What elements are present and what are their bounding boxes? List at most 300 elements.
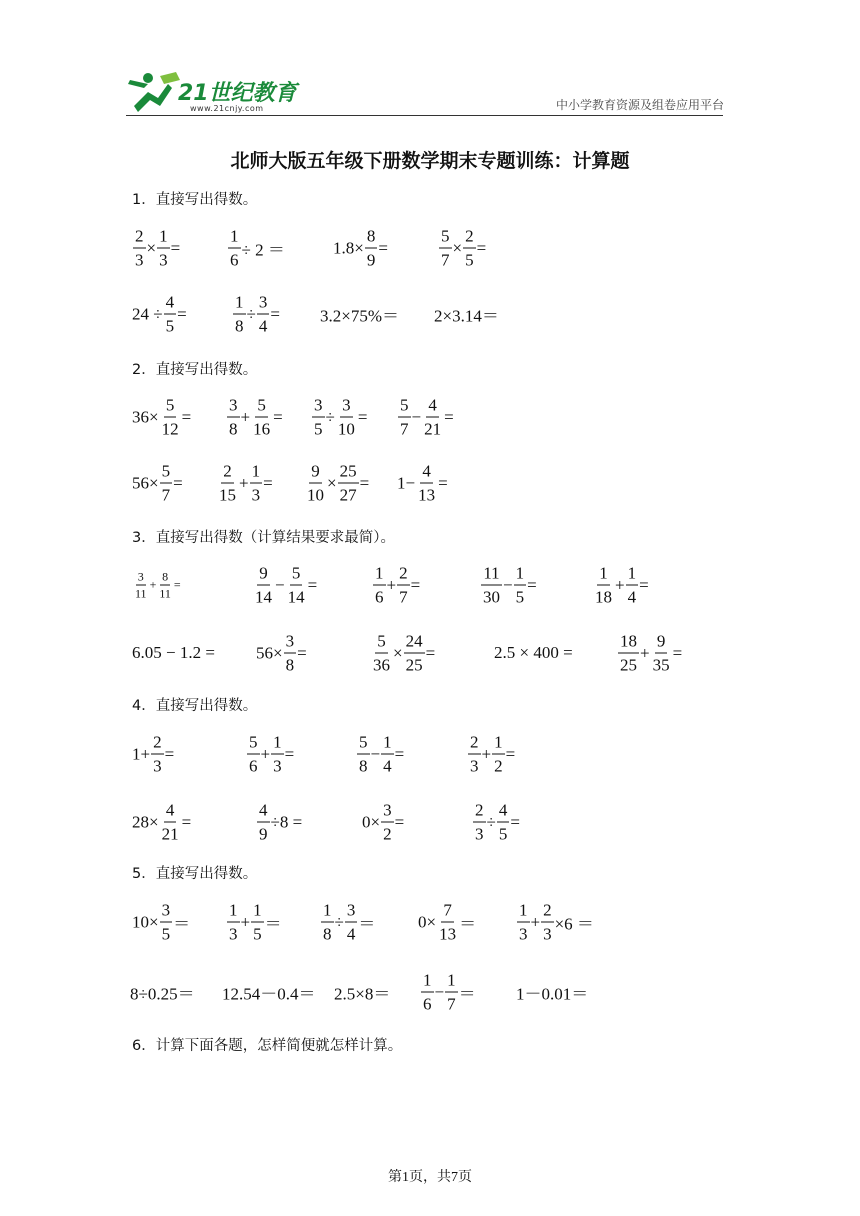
expression-text: =	[444, 407, 454, 426]
fraction	[371, 633, 392, 674]
numerator: 2	[541, 902, 554, 923]
expression-text: +	[481, 744, 492, 763]
expression-text: +	[386, 575, 397, 594]
fraction	[227, 397, 240, 438]
expression-text: 28×	[132, 812, 159, 831]
fraction	[338, 463, 359, 504]
expression-text: =	[505, 744, 516, 763]
denominator: 5	[498, 824, 508, 844]
expression-text: 2×3.14＝	[434, 306, 499, 326]
math-expression	[227, 228, 285, 269]
fraction	[133, 228, 146, 269]
denominator: 12	[161, 419, 179, 439]
denominator: 9	[366, 250, 376, 270]
denominator: 5	[314, 419, 323, 439]
numerator: 5	[255, 397, 268, 418]
numerator: 5	[357, 734, 370, 755]
expression-text: 6.05 − 1.2 =	[132, 643, 215, 662]
math-expression	[226, 397, 283, 438]
expression-text: =	[273, 407, 283, 426]
expression-text: =	[297, 643, 307, 662]
denominator: 5	[465, 250, 474, 270]
fraction	[284, 633, 297, 674]
numerator: 5	[290, 565, 303, 586]
fraction	[345, 902, 358, 943]
expression-text: =	[181, 812, 192, 831]
denominator: 6	[249, 756, 258, 776]
expression-text: +	[615, 575, 625, 594]
expression-text: −	[370, 744, 381, 763]
expression-text: =	[672, 643, 683, 662]
numerator: 8	[162, 569, 169, 584]
math-expression	[246, 734, 294, 775]
denominator: 3	[519, 924, 528, 944]
fraction	[381, 734, 394, 775]
numerator: 18	[618, 633, 639, 654]
fraction	[271, 734, 284, 775]
denominator: 7	[399, 587, 408, 607]
math-expression	[480, 565, 537, 606]
fraction	[305, 463, 326, 504]
fraction	[422, 397, 443, 438]
denominator: 11	[159, 586, 171, 601]
numerator: 2	[221, 463, 234, 484]
expression-text: ×	[393, 643, 403, 662]
numerator: 1	[626, 565, 639, 586]
math-expression	[370, 633, 435, 674]
denominator: 35	[652, 655, 670, 675]
math-expression	[320, 302, 399, 327]
numerator: 4	[497, 802, 510, 823]
denominator: 21	[424, 419, 442, 439]
denominator: 4	[627, 587, 637, 607]
expression-text: =	[378, 238, 388, 257]
expression-text: ＝	[459, 914, 477, 934]
fraction	[651, 633, 672, 674]
expression-text: =	[181, 407, 192, 426]
numerator: 4	[164, 802, 177, 823]
numerator: 11	[481, 565, 501, 586]
fraction	[253, 565, 274, 606]
math-expression	[132, 397, 191, 438]
header-divider	[126, 115, 723, 116]
fraction	[257, 802, 270, 843]
denominator: 16	[253, 419, 271, 439]
expression-text: 56×	[256, 643, 283, 662]
numerator: 2	[473, 802, 486, 823]
fraction	[463, 228, 476, 269]
numerator: 3	[381, 802, 394, 823]
expression-text: 1.8×	[333, 238, 364, 257]
fraction	[397, 565, 410, 606]
expression-text: =	[357, 407, 368, 426]
fraction	[160, 902, 173, 943]
math-expression	[472, 802, 520, 843]
expression-text: =	[394, 744, 405, 763]
denominator: 10	[337, 419, 355, 439]
math-expression	[311, 397, 367, 438]
fraction	[481, 565, 502, 606]
numerator: 3	[345, 902, 358, 923]
numerator: 1	[514, 565, 527, 586]
denominator: 5	[515, 587, 525, 607]
expression-text: +	[260, 744, 271, 763]
fraction	[157, 228, 170, 269]
expression-text: =	[359, 473, 370, 492]
expression-text: ×	[146, 238, 157, 257]
section-heading: 3．直接写出得数（计算结果要求最简）。	[132, 530, 395, 546]
fraction	[233, 294, 246, 335]
denominator: 8	[285, 655, 295, 675]
numerator: 3	[160, 902, 173, 923]
numerator: 3	[340, 397, 353, 418]
fraction	[157, 571, 173, 600]
numerator: 7	[441, 902, 454, 923]
fraction	[416, 463, 437, 504]
expression-text: =	[270, 304, 280, 323]
expression-text: =	[173, 577, 181, 592]
denominator: 36	[373, 655, 390, 675]
fraction	[164, 294, 177, 335]
expression-text: ＝	[458, 984, 476, 1004]
math-expression	[362, 802, 404, 843]
denominator: 6	[375, 587, 384, 607]
expression-text: 1－0.01＝	[516, 984, 589, 1004]
fraction	[492, 734, 505, 775]
fraction	[404, 633, 425, 674]
numerator: 9	[655, 633, 668, 654]
expression-text: ×	[452, 238, 463, 257]
expression-text: ×6 ＝	[554, 914, 594, 934]
expression-text: ÷	[334, 912, 344, 931]
fraction	[468, 734, 481, 775]
denominator: 6	[423, 994, 432, 1014]
numerator: 1	[517, 902, 530, 923]
numerator: 1	[381, 734, 394, 755]
expression-text: =	[476, 238, 487, 257]
numerator: 8	[365, 228, 378, 249]
section-heading: 2．直接写出得数。	[132, 362, 258, 378]
denominator: 13	[418, 485, 436, 505]
numerator: 1	[157, 228, 170, 249]
numerator: 5	[164, 397, 177, 418]
expression-text: 0×	[418, 912, 437, 931]
fraction	[251, 397, 272, 438]
fraction	[541, 902, 554, 943]
numerator: 3	[227, 397, 240, 418]
expression-text: 0×	[362, 812, 381, 831]
fraction	[517, 902, 530, 943]
section-heading: 5．直接写出得数。	[132, 866, 258, 882]
expression-text: =	[639, 575, 649, 594]
fraction	[321, 902, 334, 943]
expression-text: 24 ÷	[132, 304, 163, 323]
expression-text: ＝	[173, 914, 191, 934]
math-expression	[397, 463, 448, 504]
numerator: 5	[398, 397, 411, 418]
expression-text: ×	[327, 473, 337, 492]
section-heading: 1．直接写出得数。	[132, 192, 258, 208]
expression-text: 3.2×75%＝	[320, 306, 399, 326]
numerator: 3	[257, 294, 270, 315]
denominator: 8	[229, 419, 238, 439]
numerator: 5	[375, 633, 388, 654]
expression-text: =	[177, 304, 187, 323]
denominator: 3	[159, 250, 168, 270]
numerator: 4	[426, 397, 439, 418]
denominator: 3	[251, 485, 261, 505]
expression-text: −	[275, 575, 285, 594]
denominator: 3	[153, 756, 162, 776]
math-expression	[132, 643, 215, 663]
math-expression	[232, 294, 280, 335]
denominator: 8	[235, 316, 244, 336]
denominator: 2	[383, 824, 392, 844]
numerator: 1	[597, 565, 610, 586]
math-expression	[333, 228, 388, 269]
numerator: 25	[338, 463, 359, 484]
math-expression	[132, 571, 181, 600]
expression-text: 2.5×8＝	[334, 984, 391, 1004]
denominator: 8	[359, 756, 368, 776]
fraction	[381, 802, 394, 843]
expression-text: ÷8 =	[270, 812, 303, 831]
denominator: 30	[483, 587, 500, 607]
math-expression	[516, 902, 594, 943]
numerator: 3	[137, 569, 144, 584]
expression-text: =	[410, 575, 421, 594]
numerator: 3	[312, 397, 325, 418]
math-expression	[467, 734, 515, 775]
denominator: 25	[405, 655, 423, 675]
expression-text: =	[510, 812, 520, 831]
page-title: 北师大版五年级下册数学期末专题训练：计算题	[230, 150, 630, 172]
math-expression	[304, 463, 369, 504]
numerator: 5	[247, 734, 260, 755]
denominator: 3	[135, 250, 144, 270]
numerator: 1	[228, 228, 241, 249]
expression-text: ÷	[325, 407, 335, 426]
expression-text: 12.54－0.4＝	[222, 984, 316, 1004]
fraction	[439, 228, 452, 269]
denominator: 7	[161, 485, 171, 505]
logo-url: www.21cnjy.com	[190, 104, 264, 113]
platform-name: 中小学教育资源及组卷应用平台	[555, 98, 724, 112]
expression-text: =	[173, 473, 183, 492]
math-expression	[256, 802, 302, 843]
numerator: 2	[463, 228, 476, 249]
section-heading: 4．直接写出得数。	[132, 698, 258, 714]
denominator: 3	[475, 824, 484, 844]
expression-text: 8÷0.25＝	[130, 984, 195, 1004]
numerator: 1	[227, 902, 240, 923]
expression-text: 56×	[132, 473, 159, 492]
expression-text: =	[263, 473, 273, 492]
expression-text: =	[438, 473, 448, 492]
numerator: 4	[164, 294, 177, 315]
fraction	[473, 802, 486, 843]
numerator: 5	[160, 463, 173, 484]
fraction	[257, 294, 270, 335]
fraction	[251, 902, 264, 943]
expression-text: =	[394, 812, 405, 831]
fraction	[312, 397, 325, 438]
expression-text: =	[527, 575, 537, 594]
math-expression	[334, 980, 390, 1005]
expression-text: =	[307, 575, 318, 594]
fraction	[398, 397, 411, 438]
fraction	[247, 734, 260, 775]
math-expression	[130, 980, 195, 1005]
denominator: 6	[230, 250, 239, 270]
math-expression	[132, 228, 180, 269]
math-expression	[256, 633, 307, 674]
expression-text: +	[530, 912, 541, 931]
fraction	[421, 972, 434, 1013]
expression-text: ÷	[486, 812, 496, 831]
denominator: 11	[135, 586, 147, 601]
math-expression	[132, 734, 174, 775]
denominator: 3	[273, 756, 282, 776]
numerator: 4	[257, 802, 270, 823]
numerator: 1	[321, 902, 334, 923]
expression-text: ＝	[264, 914, 282, 934]
numerator: 2	[468, 734, 481, 755]
numerator: 2	[133, 228, 146, 249]
denominator: 3	[543, 924, 552, 944]
math-expression	[418, 902, 476, 943]
fraction	[514, 565, 527, 606]
math-expression	[617, 633, 682, 674]
denominator: 13	[439, 924, 457, 944]
fraction	[286, 565, 307, 606]
denominator: 14	[287, 587, 305, 607]
fraction	[497, 802, 510, 843]
math-expression	[222, 980, 316, 1005]
math-expression	[356, 734, 404, 775]
expression-text: =	[170, 238, 181, 257]
math-expression	[434, 302, 499, 327]
expression-text: −	[503, 575, 513, 594]
fraction	[626, 565, 639, 606]
fraction	[250, 463, 263, 504]
denominator: 7	[441, 250, 450, 270]
numerator: 5	[439, 228, 452, 249]
expression-text: +	[149, 577, 157, 592]
numerator: 4	[420, 463, 433, 484]
fraction	[160, 463, 173, 504]
expression-text: +	[640, 643, 650, 662]
denominator: 2	[494, 756, 503, 776]
math-expression	[132, 802, 191, 843]
expression-text: 36×	[132, 407, 159, 426]
fraction	[445, 972, 458, 1013]
denominator: 27	[339, 485, 357, 505]
fraction	[593, 565, 614, 606]
math-expression	[320, 902, 375, 943]
denominator: 4	[258, 316, 268, 336]
expression-text: 2.5 × 400 =	[494, 643, 573, 662]
denominator: 4	[346, 924, 356, 944]
denominator: 15	[219, 485, 236, 505]
expression-text: =	[425, 643, 436, 662]
fraction	[365, 228, 378, 269]
denominator: 9	[259, 824, 268, 844]
denominator: 3	[470, 756, 479, 776]
section-heading: 6．计算下面各题，怎样简便就怎样计算。	[132, 1038, 403, 1054]
numerator: 1	[373, 565, 386, 586]
math-expression	[438, 228, 486, 269]
fraction	[151, 734, 164, 775]
logo-text: 21世纪教育	[178, 81, 297, 106]
math-expression	[216, 463, 273, 504]
denominator: 7	[400, 419, 409, 439]
denominator: 5	[253, 924, 262, 944]
numerator: 1	[233, 294, 246, 315]
fraction	[437, 902, 458, 943]
denominator: 25	[620, 655, 637, 675]
fraction	[373, 565, 386, 606]
fraction	[357, 734, 370, 775]
numerator: 1	[251, 902, 264, 923]
numerator: 24	[404, 633, 425, 654]
expression-text: +	[240, 912, 251, 931]
denominator: 3	[229, 924, 238, 944]
expression-text: =	[164, 744, 175, 763]
numerator: 9	[309, 463, 322, 484]
denominator: 5	[165, 316, 175, 336]
expression-text: −	[434, 982, 445, 1001]
math-expression	[252, 565, 317, 606]
fraction	[336, 397, 357, 438]
denominator: 4	[383, 756, 392, 776]
numerator: 1	[445, 972, 458, 993]
math-expression	[420, 972, 476, 1013]
numerator: 3	[284, 633, 297, 654]
expression-text: +	[240, 407, 251, 426]
math-expression	[132, 294, 187, 335]
numerator: 1	[271, 734, 284, 755]
numerator: 2	[151, 734, 164, 755]
expression-text: ÷ 2 ＝	[241, 240, 285, 260]
fraction	[160, 802, 181, 843]
math-expression	[132, 463, 183, 504]
expression-text: +	[239, 473, 249, 492]
expression-text: ＝	[358, 914, 376, 934]
numerator: 1	[421, 972, 434, 993]
denominator: 14	[255, 587, 272, 607]
fraction	[227, 902, 240, 943]
math-expression	[372, 565, 420, 606]
fraction	[228, 228, 241, 269]
fraction	[160, 397, 181, 438]
fraction	[133, 571, 149, 600]
expression-text: ÷	[246, 304, 256, 323]
expression-text: 10×	[132, 912, 159, 931]
denominator: 10	[307, 485, 324, 505]
fraction	[618, 633, 639, 674]
expression-text: =	[284, 744, 295, 763]
denominator: 8	[323, 924, 332, 944]
math-expression	[494, 643, 573, 663]
math-expression	[516, 980, 588, 1005]
math-expression	[226, 902, 282, 943]
denominator: 18	[595, 587, 612, 607]
math-expression	[592, 565, 649, 606]
denominator: 5	[161, 924, 171, 944]
numerator: 1	[250, 463, 263, 484]
math-expression	[397, 397, 454, 438]
